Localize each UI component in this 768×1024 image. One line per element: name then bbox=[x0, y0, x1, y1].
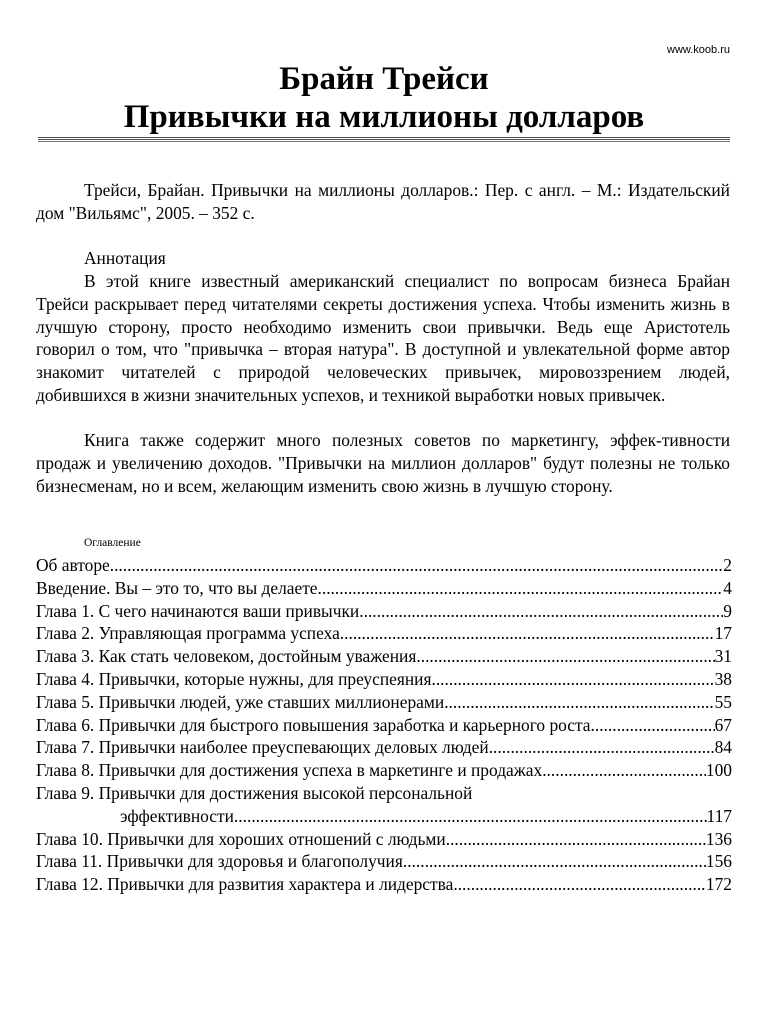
toc-entry-label: Глава 6. Привычки для быстрого повышения заработка и карьерного роста bbox=[36, 714, 591, 735]
toc-entry-page: 84 bbox=[714, 737, 732, 758]
toc-entry-page: 100 bbox=[705, 760, 732, 781]
annotation-heading: Аннотация bbox=[84, 248, 166, 268]
book-title: Привычки на миллионы долларов bbox=[123, 99, 645, 135]
toc-entry-page: 38 bbox=[714, 668, 732, 689]
toc-leader-dots bbox=[591, 714, 715, 737]
toc-leader-dots bbox=[340, 622, 715, 645]
toc-entry-label: Глава 8. Привычки для достижения успеха в маркетинге и продажах bbox=[36, 760, 543, 781]
toc-entry-page: 136 bbox=[705, 828, 732, 849]
toc-leader-dots bbox=[444, 691, 714, 714]
toc-leader-dots bbox=[446, 828, 706, 851]
toc-entry-page: 4 bbox=[723, 577, 732, 598]
author-name: Брайн Трейси bbox=[279, 61, 489, 97]
toc-entry-label: Введение. Вы – это то, что вы делаете bbox=[36, 577, 318, 598]
toc-entry-label: Глава 5. Привычки людей, уже ставших миллионерами bbox=[36, 691, 445, 712]
toc-leader-dots bbox=[318, 577, 724, 600]
toc-entry-page: 156 bbox=[705, 851, 732, 872]
toc-entry-label: эффективности bbox=[120, 805, 234, 826]
bibliography: Трейси, Брайан. Привычки на миллионы долларов.: Пер. с англ. – М.: Издательский дом "Вильямс", 2005. – 352 с. bbox=[36, 180, 730, 223]
toc-entry-page: 117 bbox=[706, 805, 732, 826]
toc-entry[interactable] bbox=[36, 622, 732, 645]
toc-entry-label: Об авторе bbox=[36, 555, 110, 575]
toc-entry-page: 17 bbox=[714, 623, 732, 644]
toc-leader-dots bbox=[431, 668, 714, 691]
toc-entry-page: 55 bbox=[714, 691, 732, 712]
toc-entry[interactable] bbox=[36, 759, 732, 782]
toc-entry-label: Глава 3. Как стать человеком, достойным уважения bbox=[36, 646, 417, 667]
toc-entry[interactable] bbox=[36, 668, 732, 691]
toc-entry-page: 172 bbox=[705, 874, 732, 895]
toc-entry-continuation[interactable] bbox=[36, 805, 732, 828]
toc-leader-dots bbox=[359, 600, 723, 623]
toc-leader-dots bbox=[542, 759, 706, 782]
toc-entry-label: Глава 7. Привычки наиболее преуспевающих деловых людей bbox=[36, 737, 489, 758]
toc-entry-label: Глава 1. С чего начинаются ваши привычки bbox=[36, 600, 360, 621]
toc-entry-page: 67 bbox=[714, 714, 732, 735]
title-block bbox=[38, 60, 730, 136]
toc-entry-label: Глава 11. Привычки для здоровья и благополучия bbox=[36, 851, 403, 872]
toc-leader-dots bbox=[403, 850, 706, 873]
toc-leader-dots bbox=[234, 805, 707, 828]
toc-leader-dots bbox=[110, 554, 724, 577]
toc-entry-page: 2 bbox=[723, 555, 732, 575]
title-divider bbox=[38, 137, 730, 142]
annotation-paragraph-1: В этой книге известный американский специалист по вопросам бизнеса Брайан Трейси раскрывает перед читателями секреты достижения успеха. Чтобы изменить жизнь в лучшую сторону, просто необходимо изменить свои привычки. Ведь еще Аристотель говорил о том, что "привычка – вторая натура". В доступной и увлекательной форме автор знакомит читателей с природой человеческих привычек, мировоззрением людей, добившихся в жизни значительных успехов, и техникой выработки новых привычек. bbox=[36, 271, 730, 405]
toc-entry-label: Глава 2. Управляющая программа успеха bbox=[36, 623, 340, 644]
toc-entry[interactable] bbox=[36, 736, 732, 759]
toc-entry-label: Глава 4. Привычки, которые нужны, для преуспеяния bbox=[36, 668, 432, 689]
toc-entry[interactable] bbox=[36, 714, 732, 737]
toc-entry[interactable] bbox=[36, 645, 732, 668]
annotation-paragraph-2: Книга также содержит много полезных советов по маркетингу, эффек-тивности продаж и увеличению доходов. "Привычки на миллион долларов" будут полезны не только бизнесменам, но и всем, желающим изменить свою жизнь в лучшую сторону. bbox=[36, 430, 730, 496]
toc-entry-label: Глава 12. Привычки для развития характера и лидерства bbox=[36, 874, 454, 895]
toc-entry[interactable] bbox=[36, 850, 732, 873]
toc-entry[interactable] bbox=[36, 782, 732, 805]
toc-entry[interactable] bbox=[36, 873, 732, 896]
toc-entry[interactable] bbox=[36, 577, 732, 600]
toc-entry-page: 9 bbox=[723, 600, 732, 621]
toc-entry[interactable] bbox=[36, 691, 732, 714]
table-of-contents bbox=[36, 554, 732, 896]
toc-leader-dots bbox=[453, 873, 706, 896]
toc-entry-page: 31 bbox=[714, 646, 732, 667]
toc-leader-dots bbox=[489, 736, 715, 759]
toc-entry-label: Глава 9. Привычки для достижения высокой персональной bbox=[36, 782, 473, 803]
toc-entry[interactable] bbox=[36, 600, 732, 623]
toc-leader-dots bbox=[416, 645, 714, 668]
toc-entry[interactable] bbox=[36, 554, 732, 577]
toc-entry[interactable] bbox=[36, 828, 732, 851]
toc-entry-label: Глава 10. Привычки для хороших отношений с людьми bbox=[36, 828, 446, 849]
toc-heading: Оглавление bbox=[84, 537, 141, 549]
site-url[interactable]: www.koob.ru bbox=[667, 44, 730, 56]
